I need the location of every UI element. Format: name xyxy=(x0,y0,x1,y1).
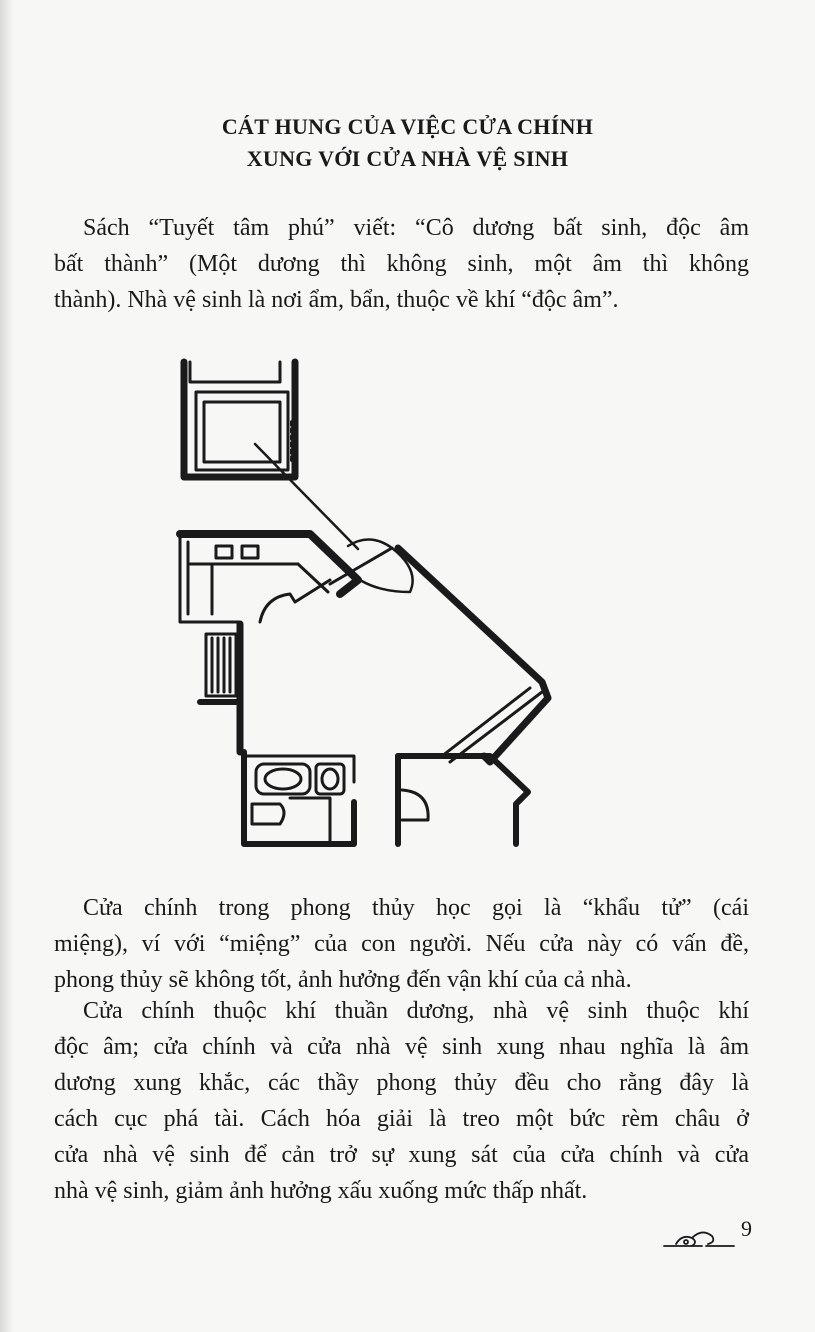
paragraph-1-line: thành). Nhà vệ sinh là nơi ẩm, bẩn, thuộc về khí “độc âm”. xyxy=(54,287,619,313)
paragraph-2-line: Cửa chính trong phong thủy học gọi là “khẩu tử” (cái xyxy=(83,895,749,921)
radiator xyxy=(200,624,240,752)
paragraph-2-line: miệng), ví với “miệng” của con người. Nếu cửa này có vấn đề, xyxy=(54,931,749,957)
paragraph-3-line: cách cục phá tài. Cách hóa giải là treo một bức rèm châu ở xyxy=(54,1106,749,1132)
diagonal-walls xyxy=(398,548,548,844)
paragraph-3-line: dương xung khắc, các thầy phong thủy đều cho rằng đây là xyxy=(54,1070,749,1096)
paragraph-1-line: bất thành” (Một dương thì không sinh, một âm thì không xyxy=(54,251,749,277)
paragraph-2 xyxy=(54,890,749,998)
kitchen-area xyxy=(180,534,358,622)
heading-line-2: XUNG VỚI CỬA NHÀ VỆ SINH xyxy=(246,146,569,171)
paragraph-2-line: phong thủy sẽ không tốt, ảnh hưởng đến vận khí của cả nhà. xyxy=(54,967,632,993)
paragraph-3 xyxy=(54,993,749,1209)
paragraph-3-line: nhà vệ sinh, giảm ảnh hưởng xấu xuống mức thấp nhất. xyxy=(54,1178,588,1204)
paragraph-3-line: Cửa chính thuộc khí thuần dương, nhà vệ sinh thuộc khí xyxy=(83,998,749,1024)
lower-bathroom xyxy=(244,752,354,844)
heading-line-1: CÁT HUNG CỦA VIỆC CỬA CHÍNH xyxy=(221,114,594,139)
page-number: 9 xyxy=(741,1216,752,1241)
paragraph-1-line: Sách “Tuyết tâm phú” viết: “Cô dương bất sinh, độc âm xyxy=(83,215,749,241)
decorative-flourish-icon xyxy=(662,1222,736,1252)
top-room xyxy=(184,362,295,477)
paragraph-3-line: độc âm; cửa chính và cửa nhà vệ sinh xung nhau nghĩa là âm xyxy=(54,1034,749,1060)
page-binding-edge xyxy=(0,0,14,1332)
paragraph-1 xyxy=(54,210,749,318)
floor-plan-diagram xyxy=(170,352,570,852)
paragraph-3-line: cửa nhà vệ sinh để cản trở sự xung sát của cửa chính và cửa xyxy=(54,1142,749,1168)
